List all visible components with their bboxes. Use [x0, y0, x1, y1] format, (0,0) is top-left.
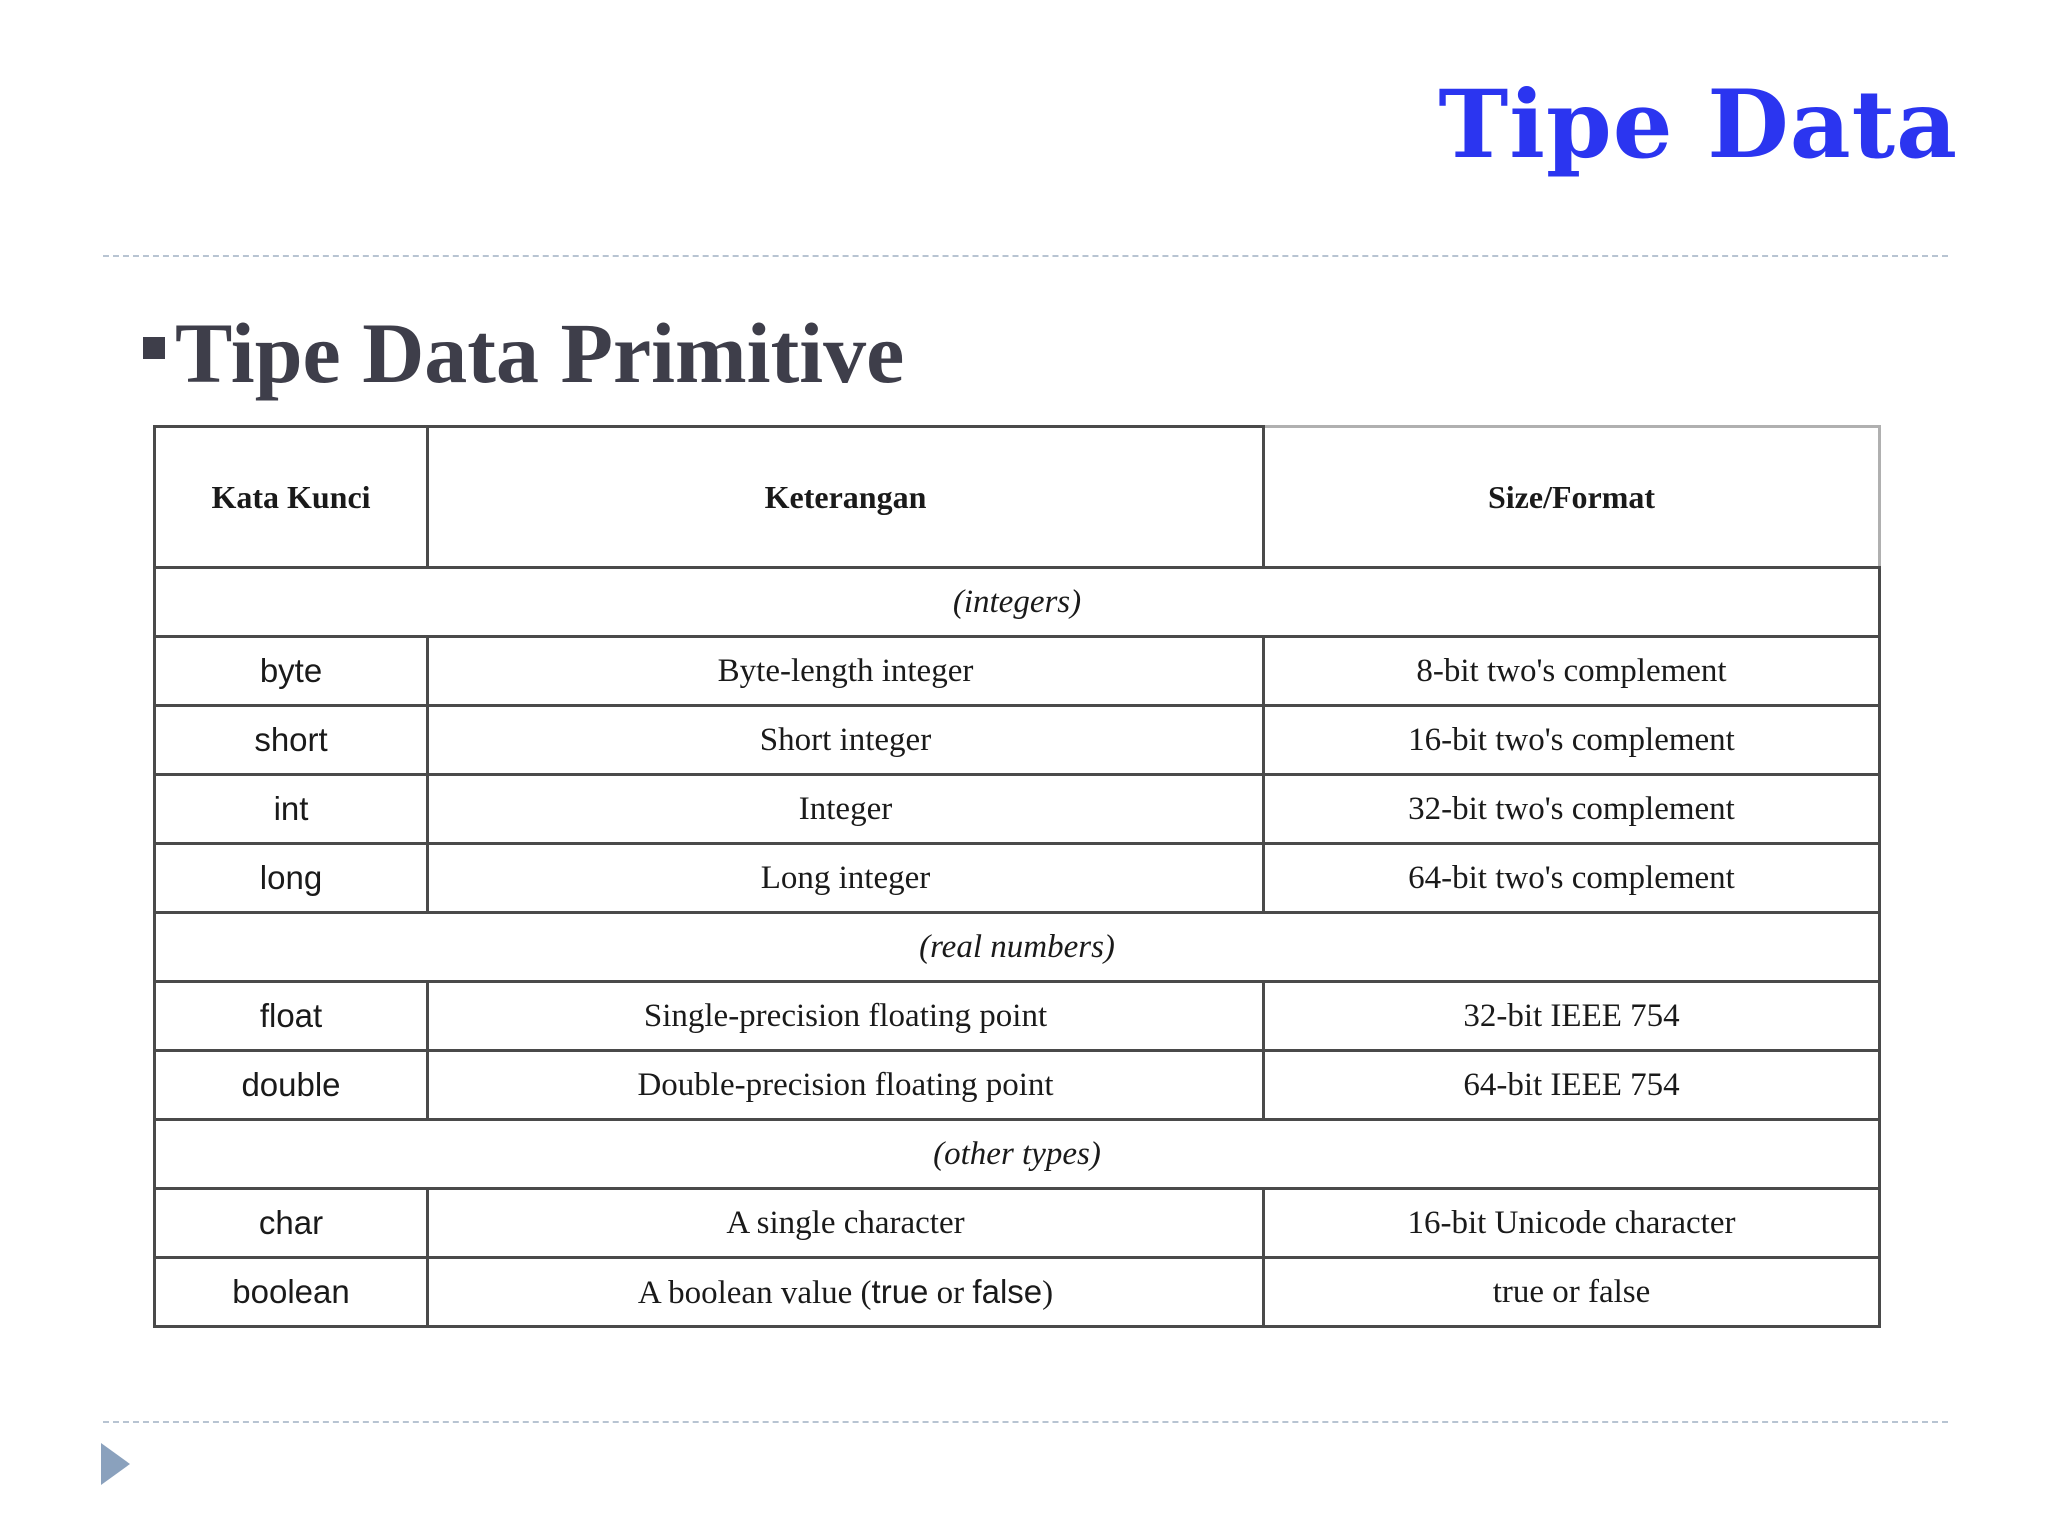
keyword-cell: char	[155, 1189, 428, 1258]
size-cell: 16-bit two's complement	[1264, 706, 1880, 775]
size-cell: true or false	[1264, 1258, 1880, 1327]
description-cell: Byte-length integer	[428, 637, 1264, 706]
keyword-cell: short	[155, 706, 428, 775]
description-cell: Single-precision floating point	[428, 982, 1264, 1051]
top-divider	[103, 255, 1948, 257]
keyword-cell: long	[155, 844, 428, 913]
description-cell: Long integer	[428, 844, 1264, 913]
category-label: (integers)	[155, 568, 1880, 637]
description-cell	[428, 1258, 1264, 1327]
keyword-cell: float	[155, 982, 428, 1051]
keyword-cell: boolean	[155, 1258, 428, 1327]
primitive-types-table	[153, 425, 1881, 1328]
description-cell: Integer	[428, 775, 1264, 844]
slide-subtitle	[143, 305, 905, 401]
description-cell: Double-precision floating point	[428, 1051, 1264, 1120]
description-cell: Short integer	[428, 706, 1264, 775]
header-kata-kunci: Kata Kunci	[155, 427, 428, 568]
header-size-format: Size/Format	[1264, 427, 1880, 568]
table-row	[155, 775, 1880, 844]
category-row-other-types	[155, 1120, 1880, 1189]
category-row-real-numbers	[155, 913, 1880, 982]
size-cell: 16-bit Unicode character	[1264, 1189, 1880, 1258]
description-cell: A single character	[428, 1189, 1264, 1258]
desc-or: or	[928, 1274, 973, 1311]
keyword-cell: byte	[155, 637, 428, 706]
table-header-row	[155, 427, 1880, 568]
table-row	[155, 1051, 1880, 1120]
desc-prefix: A boolean value (	[637, 1274, 872, 1311]
size-cell: 32-bit IEEE 754	[1264, 982, 1880, 1051]
size-cell: 64-bit two's complement	[1264, 844, 1880, 913]
desc-suffix: )	[1042, 1274, 1054, 1311]
table-row	[155, 1258, 1880, 1327]
table-row	[155, 844, 1880, 913]
bottom-divider	[103, 1421, 1948, 1423]
size-cell: 8-bit two's complement	[1264, 637, 1880, 706]
subtitle-text: Tipe Data Primitive	[175, 305, 905, 401]
slide-title: Tipe Data	[1438, 70, 1958, 180]
keyword-cell: double	[155, 1051, 428, 1120]
size-cell: 64-bit IEEE 754	[1264, 1051, 1880, 1120]
table-row	[155, 637, 1880, 706]
category-row-integers	[155, 568, 1880, 637]
category-label: (real numbers)	[155, 913, 1880, 982]
table-row	[155, 706, 1880, 775]
category-label: (other types)	[155, 1120, 1880, 1189]
square-bullet-icon	[143, 337, 165, 359]
false-keyword: false	[972, 1272, 1043, 1310]
header-keterangan: Keterangan	[428, 427, 1264, 568]
table-row	[155, 982, 1880, 1051]
triangle-arrow-icon[interactable]	[101, 1443, 130, 1485]
size-cell: 32-bit two's complement	[1264, 775, 1880, 844]
keyword-cell: int	[155, 775, 428, 844]
table-row	[155, 1189, 1880, 1258]
true-keyword: true	[871, 1272, 929, 1310]
